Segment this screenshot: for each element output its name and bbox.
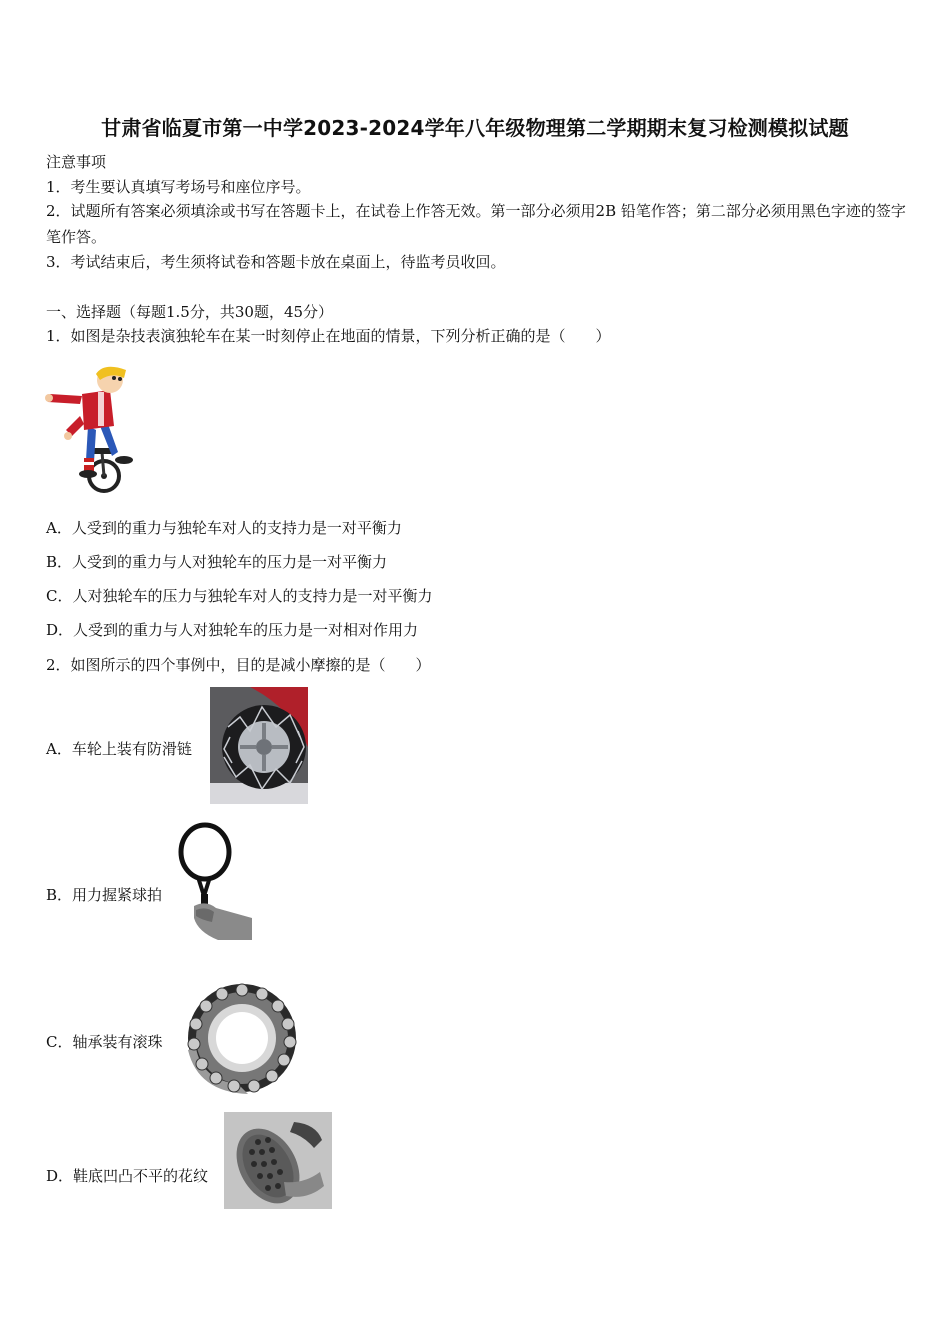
q1-option-c: C．人对独轮车的压力与独轮车对人的支持力是一对平衡力 bbox=[46, 587, 433, 605]
q1-option-d: D．人受到的重力与人对独轮车的压力是一对相对作用力 bbox=[46, 621, 419, 639]
question-2-stem: 2．如图所示的四个事例中，目的是减小摩擦的是（ ） bbox=[46, 656, 431, 674]
q2-option-d: D．鞋底凹凸不平的花纹 bbox=[46, 1167, 209, 1185]
q1-option-a: A．人受到的重力与独轮车对人的支持力是一对平衡力 bbox=[46, 519, 402, 537]
q2-option-b: B．用力握紧球拍 bbox=[46, 886, 163, 904]
notice-item-3: 3．考试结束后，考生须将试卷和答题卡放在桌面上，待监考员收回。 bbox=[46, 253, 506, 271]
shoe-sole-image bbox=[224, 1112, 332, 1209]
page-title: 甘肃省临夏市第一中学2023-2024学年八年级物理第二学期期末复习检测模拟试题 bbox=[101, 116, 849, 140]
section-heading: 一、选择题（每题1.5分，共30题，45分） bbox=[46, 303, 334, 321]
tennis-racket-image bbox=[176, 822, 252, 940]
notice-item-1: 1．考生要认真填写考场号和座位序号。 bbox=[46, 178, 311, 196]
tire-chain-image bbox=[210, 687, 308, 804]
unicycle-acrobat-image bbox=[44, 364, 136, 498]
q2-option-c: C．轴承装有滚珠 bbox=[46, 1033, 163, 1051]
q1-option-b: B．人受到的重力与人对独轮车的压力是一对平衡力 bbox=[46, 553, 388, 571]
notice-item-2: 2．试题所有答案必须填涂或书写在答题卡上，在试卷上作答无效。第一部分必须用2B 铅笔作答；第二部分必须用黑色字迹的签字笔作答。 bbox=[46, 202, 906, 246]
question-1-stem: 1．如图是杂技表演独轮车在某一时刻停止在地面的情景，下列分析正确的是（ ） bbox=[46, 327, 611, 345]
ball-bearing-image bbox=[178, 980, 300, 1098]
notice-heading: 注意事项 bbox=[46, 153, 107, 171]
q2-option-a: A．车轮上装有防滑链 bbox=[46, 740, 192, 758]
